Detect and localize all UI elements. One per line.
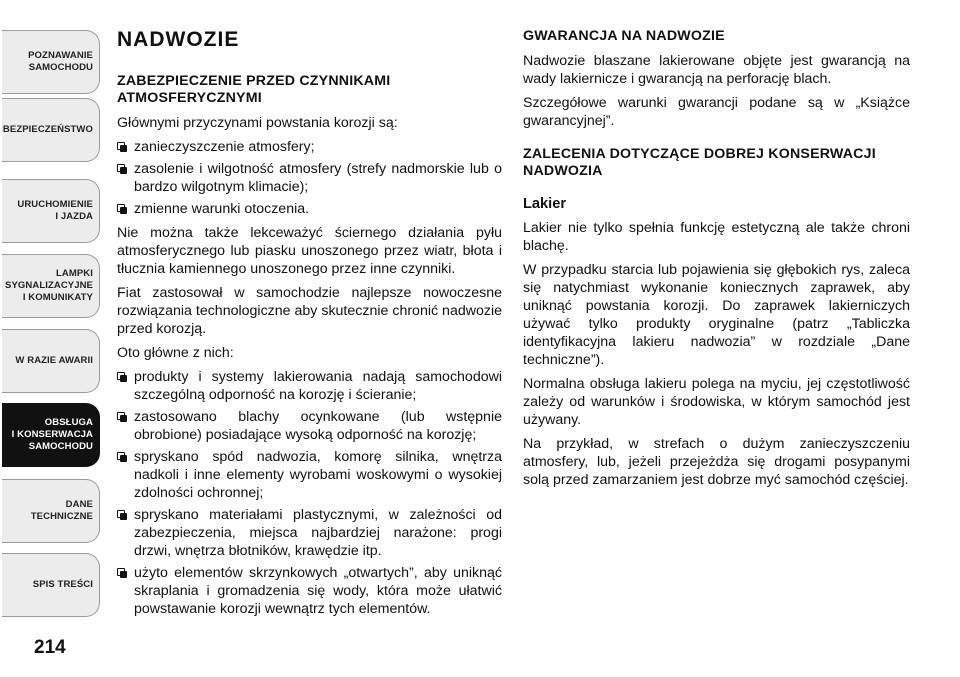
tab-bezpieczenstwo[interactable]: BEZPIECZEŃSTWO xyxy=(2,98,100,162)
tab-lampki-sygnalizacyjne[interactable]: LAMPKI SYGNALIZACYJNE I KOMUNIKATY xyxy=(2,254,100,318)
checkbox-bullet-icon xyxy=(117,164,125,172)
checkbox-bullet-icon xyxy=(117,452,125,460)
tab-obsluga-i-konserwacja[interactable]: OBSŁUGA I KONSERWACJA SAMOCHODU xyxy=(2,403,100,467)
tab-w-razie-awarii[interactable]: W RAZIE AWARII xyxy=(2,329,100,393)
paragraph: Nadwozie blaszane lakierowane objęte jest gwarancją na wady lakiernicze i gwarancją na perforację blach. xyxy=(523,53,910,87)
paragraph: W przypadku starcia lub pojawienia się głębokich rys, zaleca się natychmiast wykonanie koniecznych zaprawek, aby uniknąć powstania korozji. Do zaprawek lakierniczych używać tylko produkty oryginalne (patrz „Tabliczka identyfikacyjna lakieru nadwozia” w rozdziale „Dane techniczne”). xyxy=(523,262,910,368)
paragraph: Normalna obsługa lakieru polega na myciu, jej częstotliwość zależy od warunków i środowiska, w którym samochód jest używany. xyxy=(523,376,910,428)
intro-text: Głównymi przyczynami powstania korozji są: xyxy=(117,115,398,131)
list-item: produkty i systemy lakierowania nadają samochodowi szczególną odporność na korozję i ścieranie; xyxy=(117,368,502,404)
paragraph: Na przykład, w strefach o dużym zanieczyszczeniu atmosfery, lub, jeżeli przejeżdża się drogami posypanymi solą przed zamarzaniem jest dobrze myć samochód częściej. xyxy=(523,436,910,488)
paragraph: Szczegółowe warunki gwarancji podane są w „Książce gwarancyjnej”. xyxy=(523,95,910,129)
list-item: zasolenie i wilgotność atmosfery (strefy nadmorskie lub o bardzo wilgotnym klimacie); xyxy=(117,160,502,196)
protection-measures-list xyxy=(117,368,502,618)
list-item: użyto elementów skrzynkowych „otwartych”, aby uniknąć skraplania i gromadzenia się wody, która może ułatwić powstawanie korozji wewnątrz tych elementów. xyxy=(117,564,502,618)
section-heading-warranty: GWARANCJA NA NADWOZIE xyxy=(523,28,725,44)
corrosion-causes-list xyxy=(117,138,502,218)
spacer xyxy=(523,187,910,195)
spacer xyxy=(523,136,910,146)
checkbox-bullet-icon xyxy=(117,412,125,420)
chapter-sidebar xyxy=(0,0,104,677)
paragraph: Nie można także lekceważyć ściernego działania pyłu atmosferycznego lub piasku unoszonego przez wiatr, błota i tłucznia kamiennego unoszonego przez inne czynniki. xyxy=(117,225,502,277)
checkbox-bullet-icon xyxy=(117,510,125,518)
tab-poznawanie-samochodu[interactable]: POZNAWANIE SAMOCHODU xyxy=(2,30,100,94)
list-item: spryskano materiałami plastycznymi, w zależności od zabezpieczenia, miejsca najbardziej narażone: progi drzwi, wnętrza błotników, krawędzie itp. xyxy=(117,506,502,560)
checkbox-bullet-icon xyxy=(117,372,125,380)
right-column xyxy=(523,28,910,495)
page-title: NADWOZIE xyxy=(117,28,240,51)
tab-dane-techniczne[interactable]: DANE TECHNICZNE xyxy=(2,479,100,543)
left-column xyxy=(117,28,502,624)
subheading-lakier: Lakier xyxy=(523,196,566,212)
checkbox-bullet-icon xyxy=(117,142,125,150)
section-heading-maintenance: ZALECENIA DOTYCZĄCE DOBREJ KONSERWACJI NADWOZIA xyxy=(523,146,876,179)
list-item: zmienne warunki otoczenia. xyxy=(117,200,502,218)
list-item: zastosowano blachy ocynkowane (lub wstępnie obrobione) posiadające wysoką odporność na korozję; xyxy=(117,408,502,444)
paragraph: Lakier nie tylko spełnia funkcję estetyczną ale także chroni blachę. xyxy=(523,220,910,254)
paragraph: Fiat zastosował w samochodzie najlepsze nowoczesne rozwiązania technologiczne aby skutecznie chronić nadwozie przed korozją. xyxy=(117,285,502,337)
tab-uruchomienie-i-jazda[interactable]: URUCHOMIENIE I JAZDA xyxy=(2,179,100,243)
checkbox-bullet-icon xyxy=(117,568,125,576)
checkbox-bullet-icon xyxy=(117,204,125,212)
paragraph: Oto główne z nich: xyxy=(117,345,234,361)
tab-spis-tresci[interactable]: SPIS TREŚCI xyxy=(2,553,100,617)
list-item: zanieczyszczenie atmosfery; xyxy=(117,138,502,156)
section-heading-weather-protection: ZABEZPIECZENIE PRZED CZYNNIKAMI ATMOSFERYCZNYMI xyxy=(117,73,391,106)
page-number: 214 xyxy=(34,637,66,658)
list-item: spryskano spód nadwozia, komorę silnika, wnętrza nadkoli i inne elementy wyrobami woskowymi o wysokiej zdolności ochronnej; xyxy=(117,448,502,502)
